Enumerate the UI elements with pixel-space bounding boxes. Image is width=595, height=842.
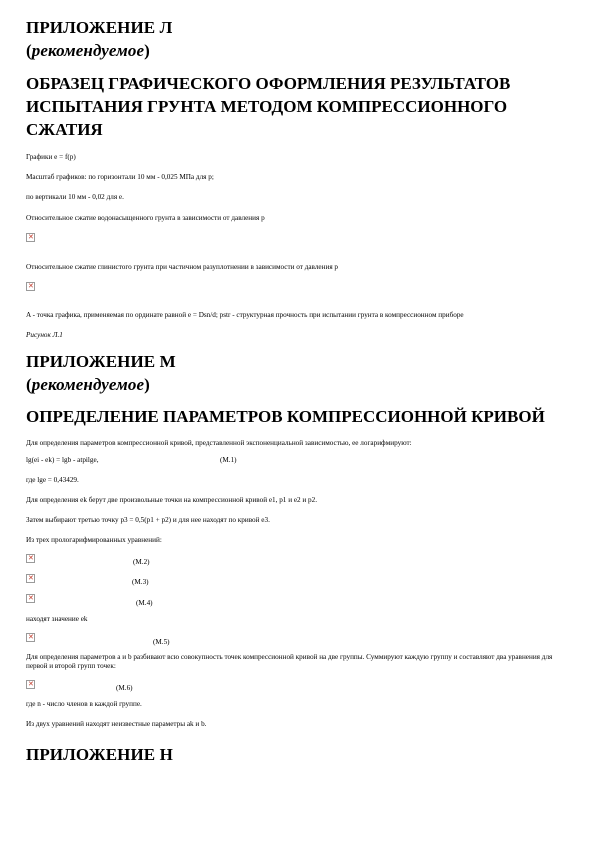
equation-m1 xyxy=(26,456,571,466)
appendix-l-heading-line-1: ОБРАЗЕЦ ГРАФИЧЕСКОГО ОФОРМЛЕНИЯ РЕЗУЛЬТАТОВ xyxy=(26,74,511,93)
param-intro: Для определения параметров компрессионной кривой, представленной экспоненциальной зависимостью, ее логарифмируют: xyxy=(26,439,412,447)
broken-image-icon xyxy=(26,633,35,642)
ek-points: Для определения ek берут две произвольные точки на компрессионной кривой e1, p1 и e2 и p2. xyxy=(26,496,318,504)
appendix-m-subtitle: (рекомендуемое) xyxy=(26,375,150,394)
equation-m3-number: (М.3) xyxy=(132,578,149,586)
broken-image-icon xyxy=(26,554,35,563)
equation-m5-number: (М.5) xyxy=(153,638,170,646)
appendix-l-subtitle-text: рекомендуемое xyxy=(31,41,145,60)
broken-image-icon xyxy=(26,233,35,242)
equation-m1-number: (М.1) xyxy=(220,456,237,464)
equation-m2-number: (М.2) xyxy=(133,558,150,566)
appendix-n-title: ПРИЛОЖЕНИЕ Н xyxy=(26,745,173,764)
find-ek: находят значение ek xyxy=(26,615,88,623)
equation-m3 xyxy=(26,574,571,584)
scale-vertical: по вертикали 10 мм - 0,02 для e. xyxy=(26,193,124,201)
figure-image-2 xyxy=(26,282,571,300)
broken-image-icon xyxy=(26,282,35,291)
appendix-l-heading-line-3: СЖАТИЯ xyxy=(26,120,103,139)
appendix-l-title: ПРИЛОЖЕНИЕ Л xyxy=(26,18,173,37)
equation-m2 xyxy=(26,554,571,564)
broken-image-icon xyxy=(26,574,35,583)
appendix-l-heading-line-2: ИСПЫТАНИЯ ГРУНТА МЕТОДОМ КОМПРЕССИОННОГО xyxy=(26,97,508,116)
broken-image-icon xyxy=(26,594,35,603)
n-definition: где n - число членов в каждой группе. xyxy=(26,700,142,708)
equation-m6-number: (М.6) xyxy=(116,684,133,692)
appendix-m-heading: ОПРЕДЕЛЕНИЕ ПАРАМЕТРОВ КОМПРЕССИОННОЙ КРИВОЙ xyxy=(26,407,545,426)
equation-m4-number: (М.4) xyxy=(136,599,153,607)
figure-image-1 xyxy=(26,233,571,251)
appendix-l-subtitle: (рекомендуемое) xyxy=(26,41,150,60)
params-a-b: Для определения параметров a и b разбивают всю совокупность точек компрессионной кривой на две группы. Суммируют каждую группу и составляют два уравнения для первой и второй групп точек: xyxy=(26,653,555,670)
find-params: Из двух уравнений находят неизвестные параметры ak и b. xyxy=(26,720,207,728)
appendix-m-title: ПРИЛОЖЕНИЕ М xyxy=(26,352,176,371)
scale-horizontal: Масштаб графиков: по горизонтали 10 мм - 0,025 МПа для p; xyxy=(26,173,214,181)
relative-compression-saturated: Относительное сжатие водонасыщенного грунта в зависимости от давления p xyxy=(26,214,265,222)
equation-m5 xyxy=(26,633,571,646)
figure-caption: Рисунок Л.1 xyxy=(26,331,63,339)
equation-m1-text: lg(ei - ek) = lgb - atpilge, xyxy=(26,456,99,464)
relative-compression-clay: Относительное сжатие глинистого грунта при частичном разуплотнении в зависимости от давления p xyxy=(26,263,339,271)
equation-m6 xyxy=(26,680,571,690)
graph-caption: Графики e = f(p) xyxy=(26,153,76,161)
broken-image-icon xyxy=(26,680,35,689)
equation-m4 xyxy=(26,594,571,607)
figure-note: A - точка графика, применяемая по ординате равной e = Dsn/d; pstr - структурная прочность при испытании грунта в компрессионном приборе xyxy=(26,311,464,319)
lge-value: где lge = 0,43429. xyxy=(26,476,79,484)
third-point: Затем выбирают третью точку p3 = 0,5(p1 + p2) и для нее находят по кривой e3. xyxy=(26,516,270,524)
document-page xyxy=(26,14,571,766)
appendix-m-subtitle-text: рекомендуемое xyxy=(31,375,145,394)
three-equations: Из трех прологарифмированных уравнений: xyxy=(26,536,162,544)
appendix-l-heading xyxy=(26,72,571,141)
